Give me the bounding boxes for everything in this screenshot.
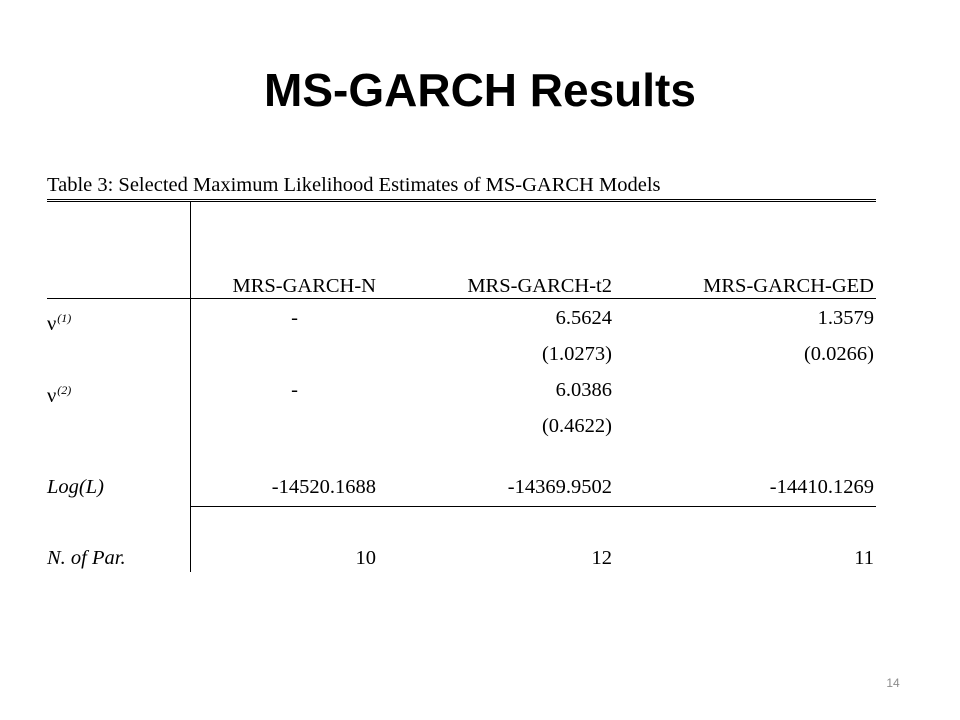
table-caption: Table 3: Selected Maximum Likelihood Estimates of MS-GARCH Models	[47, 174, 661, 196]
page-number: 14	[886, 676, 900, 690]
nu1-se-mrs-garch-ged: (0.0266)	[803, 343, 874, 365]
nu1-se-mrs-garch-t2: (1.0273)	[541, 343, 612, 365]
row-label-nu2: $\nu^{(2)}$	[47, 383, 72, 407]
row-label-nu1: $\nu^{(1)}$	[47, 311, 72, 335]
npar-mrs-garch-t2: 12	[591, 547, 612, 569]
nu2-se-mrs-garch-t2: (0.4622)	[541, 415, 612, 437]
nu2-mrs-garch-t2: 6.0386	[555, 379, 612, 401]
nu1-mrs-garch-ged: 1.3579	[817, 307, 874, 329]
column-header-mrs-garch-n: MRS-GARCH-N	[232, 275, 376, 297]
loglik-mrs-garch-t2: -14369.9502	[507, 476, 612, 498]
loglik-mrs-garch-ged: -14410.1269	[769, 476, 874, 498]
nu1-mrs-garch-t2: 6.5624	[555, 307, 612, 329]
nu2-mrs-garch-n: -	[291, 379, 298, 401]
loglik-mrs-garch-n: -14520.1688	[271, 476, 376, 498]
column-header-mrs-garch-t2: MRS-GARCH-t2	[467, 275, 612, 297]
column-header-mrs-garch-ged: MRS-GARCH-GED	[703, 275, 874, 297]
npar-mrs-garch-n: 10	[355, 547, 376, 569]
row-label-loglik: Log(L)	[47, 476, 104, 498]
table-top-rule	[47, 199, 876, 202]
nu1-mrs-garch-n: -	[291, 307, 298, 329]
row-label-n-of-par: N. of Par.	[47, 547, 126, 569]
loglik-rule	[190, 506, 876, 507]
header-rule	[47, 298, 876, 299]
npar-mrs-garch-ged: 11	[854, 547, 874, 569]
slide-title: MS-GARCH Results	[264, 64, 696, 116]
